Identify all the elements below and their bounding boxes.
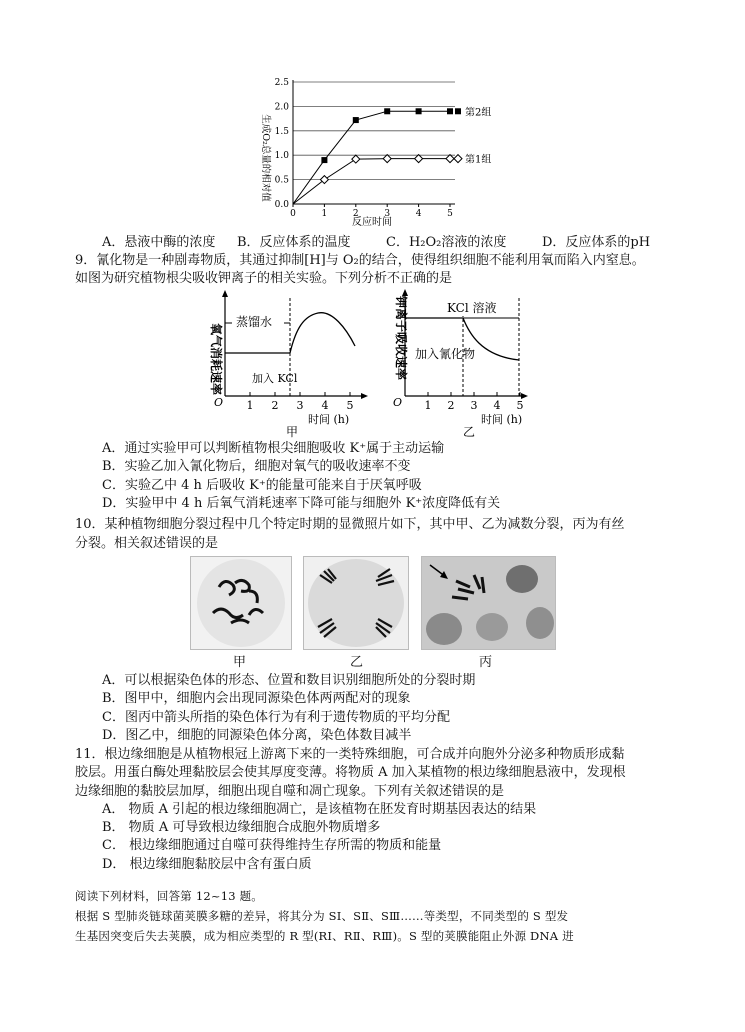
data-point (383, 155, 391, 163)
series-line-2 (293, 159, 450, 204)
data-point (446, 155, 454, 163)
y-tick-label: 2.0 (274, 102, 289, 113)
yi-x-tick-label: 3 (470, 399, 478, 412)
photo-label-yi: 乙 (350, 655, 364, 670)
yi-annotation-cyanide: 加入氰化物 (415, 347, 476, 361)
x-tick-label: 0 (290, 209, 296, 219)
material-line2: 生基因突变后失去荚膜，成为相应类型的 R 型(RⅠ、RⅡ、RⅢ)。S 型的荚膜能阻止外源 DNA 进 (75, 929, 574, 943)
yi-x-tick-label: 5 (516, 399, 524, 412)
yi-caption: 乙 (463, 425, 476, 438)
yi-x-tick-label: 4 (493, 399, 501, 412)
q9-option-c: C．实验乙中 4 h 后吸收 K⁺的能量可能来自于厌氧呼吸 (102, 478, 422, 493)
o2-generation-chart (250, 70, 500, 230)
q10-option-d: D．图乙中，细胞的同源染色体分离，染色体数目减半 (102, 728, 412, 743)
y-tick-label: 0.0 (274, 200, 289, 210)
yi-x-tick-label: 1 (424, 399, 432, 412)
data-point (321, 157, 327, 163)
q8-option-b: B．反应体系的温度 (237, 235, 351, 250)
experiment-jia-chart (200, 288, 375, 438)
x-tick-label: 3 (384, 209, 391, 219)
x-tick-label: 1 (321, 209, 328, 219)
q10-option-b: B．图甲中，细胞内会出现同源染色体两两配对的现象 (102, 691, 411, 706)
photo-label-jia: 甲 (233, 655, 247, 670)
data-point (416, 108, 422, 114)
experiment-yi-chart (385, 288, 535, 438)
jia-x-tick-label: 1 (246, 399, 254, 412)
q10-option-a: A．可以根据染色体的形态、位置和数目识别细胞所处的分裂时期 (102, 673, 476, 688)
data-point (415, 155, 423, 163)
data-point (447, 108, 453, 114)
jia-annotation-kcl: 加入 KCl (252, 372, 298, 385)
jia-x-tick-label: 3 (296, 399, 304, 412)
jia-origin: O (214, 396, 224, 409)
material-line1: 根据 S 型肺炎链球菌荚膜多糖的差异，将其分为 SⅠ、SⅡ、SⅢ……等类型，不同类型的 S 型发 (75, 909, 569, 923)
micrograph-jia (190, 556, 292, 650)
q9-stem-line2: 如图为研究植物根尖吸收钾离子的相关实验。下列分析不正确的是 (75, 271, 453, 286)
x-tick-label: 4 (415, 209, 422, 219)
material-intro: 阅读下列材料，回答第 12~13 题。 (75, 889, 264, 903)
series-line-1 (293, 111, 450, 204)
y-tick-label: 2.5 (274, 78, 289, 88)
data-point (384, 108, 390, 114)
q9-stem-line1: 9．氰化物是一种剧毒物质，其通过抑制[H]与 O₂的结合，使得组织细胞不能利用氧而陷入内窒息。 (75, 253, 645, 268)
chart-ylabel: 生成O₂总量的相对值 (260, 114, 271, 202)
q8-option-d: D．反应体系的pH (542, 235, 651, 250)
jia-x-tick-label: 2 (271, 399, 279, 412)
y-tick-label: 0.5 (274, 175, 289, 186)
q11-option-d: D． 根边缘细胞黏胶层中含有蛋白质 (102, 857, 312, 872)
q10-stem-line1: 10．某种植物细胞分裂过程中几个特定时期的显微照片如下，其中甲、乙为减数分裂，丙为有丝 (75, 517, 625, 532)
yi-annotation-kcl: KCl 溶液 (447, 301, 497, 315)
x-tick-label: 5 (447, 209, 453, 219)
jia-x-tick-label: 5 (346, 399, 354, 412)
jia-caption: 甲 (286, 425, 299, 438)
jia-ylabel: 氧气消耗速率 (209, 323, 223, 396)
q11-option-a: A． 物质 A 引起的根边缘细胞凋亡，是该植物在胚发育时期基因表达的结果 (102, 802, 537, 817)
q11-option-c: C． 根边缘细胞通过自噬可获得维持生存所需的物质和能量 (102, 838, 442, 853)
jia-x-tick-label: 4 (321, 399, 329, 412)
y-tick-label: 1.5 (274, 126, 289, 137)
yi-ylabel: 钾离子吸收速率 (394, 296, 408, 381)
photo-label-bing: 丙 (479, 655, 493, 670)
q11-stem-line1: 11．根边缘细胞是从植物根冠上游离下来的一类特殊细胞，可合成并向胞外分泌多种物质形成黏 (75, 747, 625, 762)
legend-marker (455, 108, 461, 114)
legend-marker (454, 155, 462, 163)
micrograph-bing (421, 556, 556, 650)
q11-stem-line2: 胶层。用蛋白酶处理黏胶层会使其厚度变薄。将物质 A 加入某植物的根边缘细胞悬液中，发现根 (75, 765, 626, 780)
q11-stem-line3: 边缘细胞的黏胶层加厚，细胞出现自噬和凋亡现象。下列有关叙述错误的是 (75, 784, 505, 799)
q8-option-c: C．H₂O₂溶液的浓度 (386, 235, 507, 250)
jia-annotation-water: 蒸馏水 (236, 315, 273, 329)
q9-option-b: B．实验乙加入氰化物后，细胞对氧气的吸收速率不变 (102, 459, 411, 474)
y-tick-label: 1.0 (274, 151, 289, 162)
micrograph-yi (303, 556, 409, 650)
chart-xlabel: 反应时间 (352, 217, 392, 228)
q9-option-d: D．实验甲中 4 h 后氧气消耗速率下降可能与细胞外 K⁺浓度降低有关 (102, 496, 501, 511)
q8-option-a: A．悬液中酶的浓度 (102, 235, 216, 250)
q9-option-a: A．通过实验甲可以判断植物根尖细胞吸收 K⁺属于主动运输 (102, 441, 445, 456)
yi-origin: O (393, 396, 403, 409)
data-point (353, 117, 359, 123)
q10-stem-line2: 分裂。相关叙述错误的是 (75, 536, 219, 551)
data-point (352, 155, 360, 163)
jia-xlabel: 时间 (h) (308, 413, 350, 426)
q11-option-b: B． 物质 A 可导致根边缘细胞合成胞外物质增多 (102, 820, 381, 835)
series-label: 第2组 (465, 107, 492, 119)
yi-x-tick-label: 2 (447, 399, 455, 412)
x-tick-label: 2 (352, 209, 359, 219)
yi-xlabel: 时间 (h) (481, 413, 523, 426)
series-label: 第1组 (465, 154, 492, 166)
q10-option-c: C．图丙中箭头所指的染色体行为有利于遗传物质的平均分配 (102, 710, 450, 725)
